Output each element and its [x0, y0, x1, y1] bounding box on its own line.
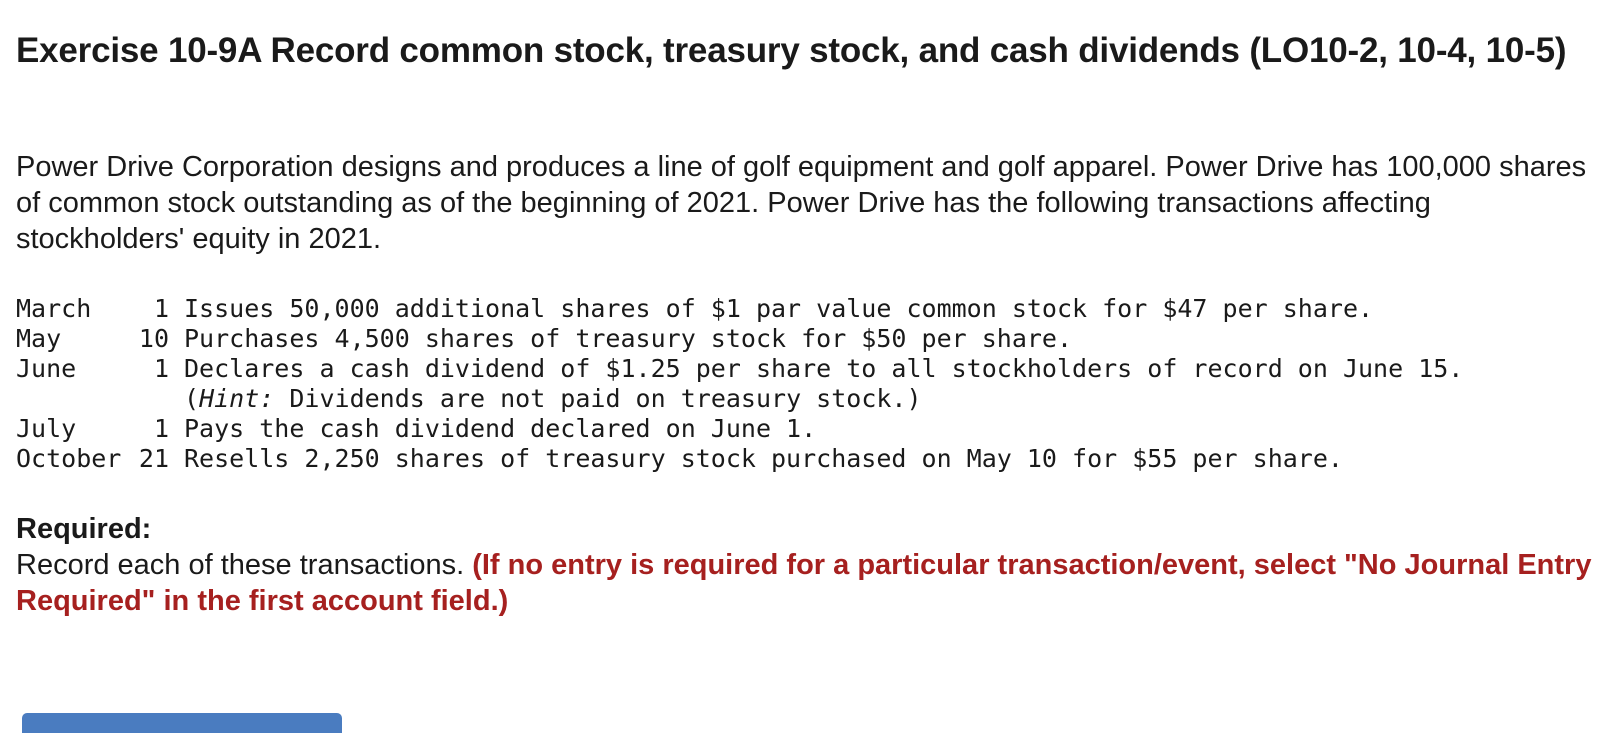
transaction-description: Issues 50,000 additional shares of $1 par value common stock for $47 per share. — [184, 294, 1374, 323]
transactions-list — [16, 294, 1606, 474]
transaction-day: 1 — [153, 354, 169, 383]
hint-label: Hint: — [199, 384, 275, 413]
transaction-month: May — [16, 324, 62, 353]
exercise-title: Exercise 10-9A Record common stock, treasury stock, and cash dividends (LO10-2, 10-4, 10-5) — [16, 31, 1567, 70]
transaction-month: June — [16, 354, 77, 383]
transaction-row — [16, 444, 1606, 474]
transaction-row — [16, 324, 1606, 354]
transaction-month: October — [16, 444, 122, 473]
transaction-description: Resells 2,250 shares of treasury stock purchased on May 10 for $55 per share. — [184, 444, 1343, 473]
transaction-row — [16, 414, 1606, 444]
hint-text: Dividends are not paid on treasury stock.) — [274, 384, 922, 413]
transaction-month: July — [16, 414, 77, 443]
required-tab-button[interactable] — [22, 713, 342, 733]
transaction-day: 10 — [138, 324, 169, 353]
hint-open-paren: ( — [184, 384, 200, 413]
transaction-day: 1 — [153, 414, 169, 443]
instructions-note: (If no entry is required for a particular transaction/event, select "No Journal Entry Required" in the first account field.) — [16, 549, 1592, 617]
transaction-description: Declares a cash dividend of $1.25 per share to all stockholders of record on June 15. — [184, 354, 1464, 383]
required-heading: Required: — [16, 513, 152, 545]
required-instructions — [16, 547, 1606, 619]
hint-indent — [16, 384, 184, 414]
instructions-text: Record each of these transactions. — [16, 549, 473, 581]
transaction-hint — [16, 384, 1606, 414]
transaction-row — [16, 294, 1606, 324]
transaction-row — [16, 354, 1606, 384]
transaction-day: 21 — [138, 444, 169, 473]
exercise-content — [16, 0, 1606, 619]
transaction-day: 1 — [153, 294, 169, 323]
transaction-description: Purchases 4,500 shares of treasury stock for $50 per share. — [184, 324, 1073, 353]
problem-intro: Power Drive Corporation designs and produces a line of golf equipment and golf apparel. Power Drive has 100,000 shares of common stock outstanding as of the beginning of 2021. Power Drive has the following transactions affecting stockholders' equity in 2021. — [16, 151, 1587, 255]
transaction-month: March — [16, 294, 92, 323]
transaction-description: Pays the cash dividend declared on June 1. — [184, 414, 817, 443]
